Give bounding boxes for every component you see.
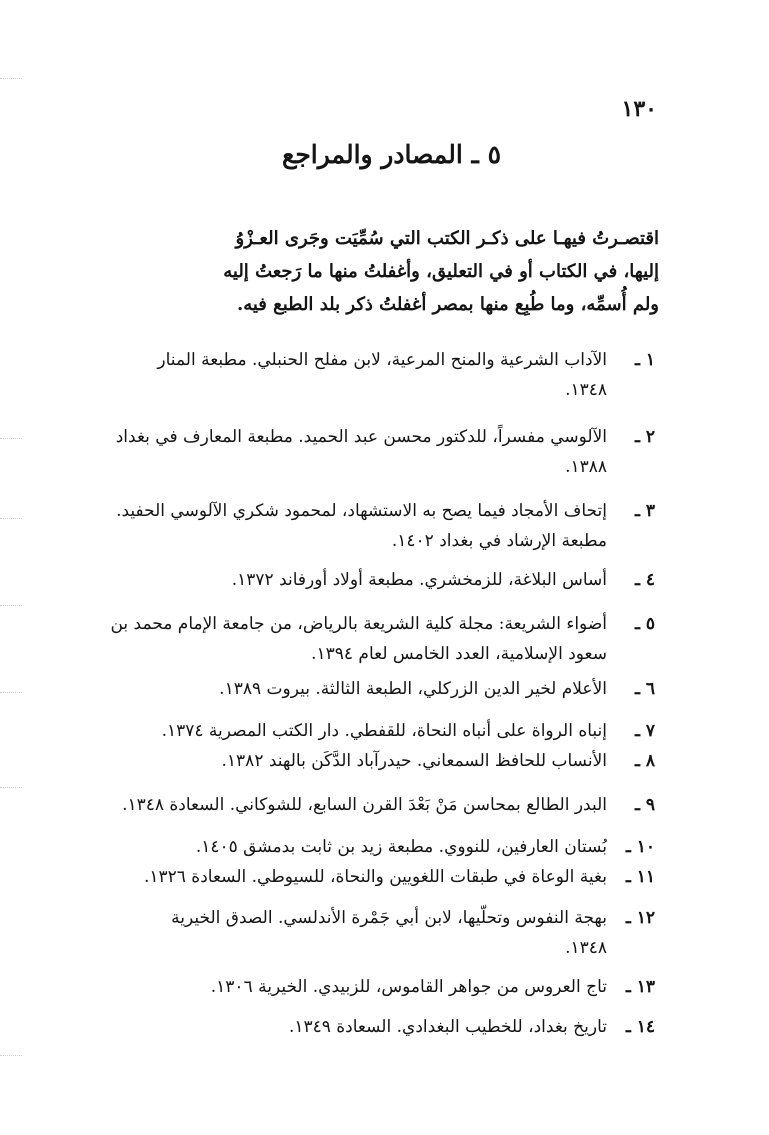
margin-mark: [0, 438, 22, 440]
reference-continuation: ١٣٤٨.: [565, 938, 607, 958]
reference-text: أساس البلاغة، للزمخشري. مطبعة أولاد أورفاند ١٣٧٢.: [231, 570, 607, 590]
reference-entry: [115, 565, 655, 595]
intro-line: إليها، في الكتاب أو في التعليق، وأغفلتُ منها ما رَجعتُ إليه: [223, 261, 659, 282]
reference-number: ٣ ـ: [634, 501, 655, 521]
margin-mark: [0, 78, 22, 80]
reference-text: بُستان العارفين، للنووي. مطبعة زيد بن ثابت بدمشق ١٤٠٥.: [195, 837, 607, 857]
reference-entry: [115, 903, 655, 963]
reference-number: ١٢ ـ: [625, 908, 655, 928]
margin-mark: [0, 787, 22, 789]
reference-entry: [115, 345, 655, 405]
reference-entry: [115, 746, 655, 776]
reference-number: ١ ـ: [634, 350, 655, 370]
reference-text: بغية الوعاة في طبقات اللغويين والنحاة، للسيوطي. السعادة ١٣٢٦.: [143, 867, 607, 887]
margin-mark: [0, 605, 22, 607]
margin-mark: [0, 1055, 22, 1057]
reference-continuation: ١٣٤٨.: [565, 380, 607, 400]
reference-continuation: ١٣٨٨.: [565, 457, 607, 477]
reference-number: ١١ ـ: [625, 867, 655, 887]
reference-continuation: مطبعة الإرشاد في بغداد ١٤٠٢.: [391, 531, 607, 551]
intro-line: ولم أُسمِّه، وما طُبِع منها بمصر أغفلتُ ذكر بلد الطبع فيه.: [236, 294, 659, 315]
reference-number: ٢ ـ: [634, 427, 655, 447]
reference-number: ٧ ـ: [634, 721, 655, 741]
reference-text: الأنساب للحافظ السمعاني. حيدرآباد الدَّكَن بالهند ١٣٨٢.: [221, 751, 607, 771]
reference-entry: [115, 832, 655, 862]
reference-text: البدر الطالع بمحاسن مَنْ بَعْدَ القرن السابع، للشوكاني. السعادة ١٣٤٨.: [122, 795, 607, 815]
reference-entry: [115, 496, 655, 556]
reference-text: تاج العروس من جواهر القاموس، للزبيدي. الخيرية ١٣٠٦.: [210, 977, 607, 997]
reference-number: ١٣ ـ: [625, 977, 655, 997]
reference-entry: [115, 790, 655, 820]
intro-paragraph: [119, 222, 659, 321]
reference-text: الآلوسي مفسراً، للدكتور محسن عبد الحميد. مطبعة المعارف في بغداد: [115, 427, 607, 447]
reference-text: إتحاف الأمجاد فيما يصح به الاستشهاد، لمحمود شكري الآلوسي الحفيد.: [116, 501, 607, 521]
reference-text: الآداب الشرعية والمنح المرعية، لابن مفلح الحنبلي. مطبعة المنار: [157, 350, 607, 370]
reference-number: ١٠ ـ: [625, 837, 655, 857]
intro-line: اقتصـرتُ فيهـا على ذكـر الكتب التي سُمِّيَت وجَرى العـزْوُ: [235, 228, 659, 249]
reference-number: ٥ ـ: [634, 614, 655, 634]
reference-entry: [110, 609, 655, 669]
reference-text: تاريخ بغداد، للخطيب البغدادي. السعادة ١٣٤٩.: [288, 1017, 607, 1037]
page-number: ١٣٠: [621, 96, 657, 122]
reference-entry: [115, 862, 655, 892]
reference-entry: [115, 422, 655, 482]
margin-mark: [0, 692, 22, 694]
reference-entry: [115, 1012, 655, 1042]
reference-entry: [115, 972, 655, 1002]
section-heading: ٥ ـ المصادر والمراجع: [282, 140, 501, 169]
reference-entry: [115, 674, 655, 704]
reference-text: أضواء الشريعة: مجلة كلية الشريعة بالرياض، من جامعة الإمام محمد بن: [110, 614, 607, 634]
reference-text: بهجة النفوس وتحلّيها، لابن أبي جَمْرة الأندلسي. الصدق الخيرية: [171, 908, 607, 928]
reference-text: الأعلام لخير الدين الزركلي، الطبعة الثالثة. بيروت ١٣٨٩.: [219, 679, 607, 699]
reference-continuation: سعود الإسلامية، العدد الخامس لعام ١٣٩٤.: [311, 644, 607, 664]
reference-number: ٨ ـ: [634, 751, 655, 771]
reference-entry: [115, 716, 655, 746]
reference-number: ١٤ ـ: [625, 1017, 655, 1037]
reference-number: ٩ ـ: [634, 795, 655, 815]
reference-number: ٦ ـ: [634, 679, 655, 699]
reference-number: ٤ ـ: [634, 570, 655, 590]
margin-mark: [0, 518, 22, 520]
reference-text: إنباه الرواة على أنباه النحاة، للقفطي. دار الكتب المصرية ١٣٧٤.: [161, 721, 607, 741]
